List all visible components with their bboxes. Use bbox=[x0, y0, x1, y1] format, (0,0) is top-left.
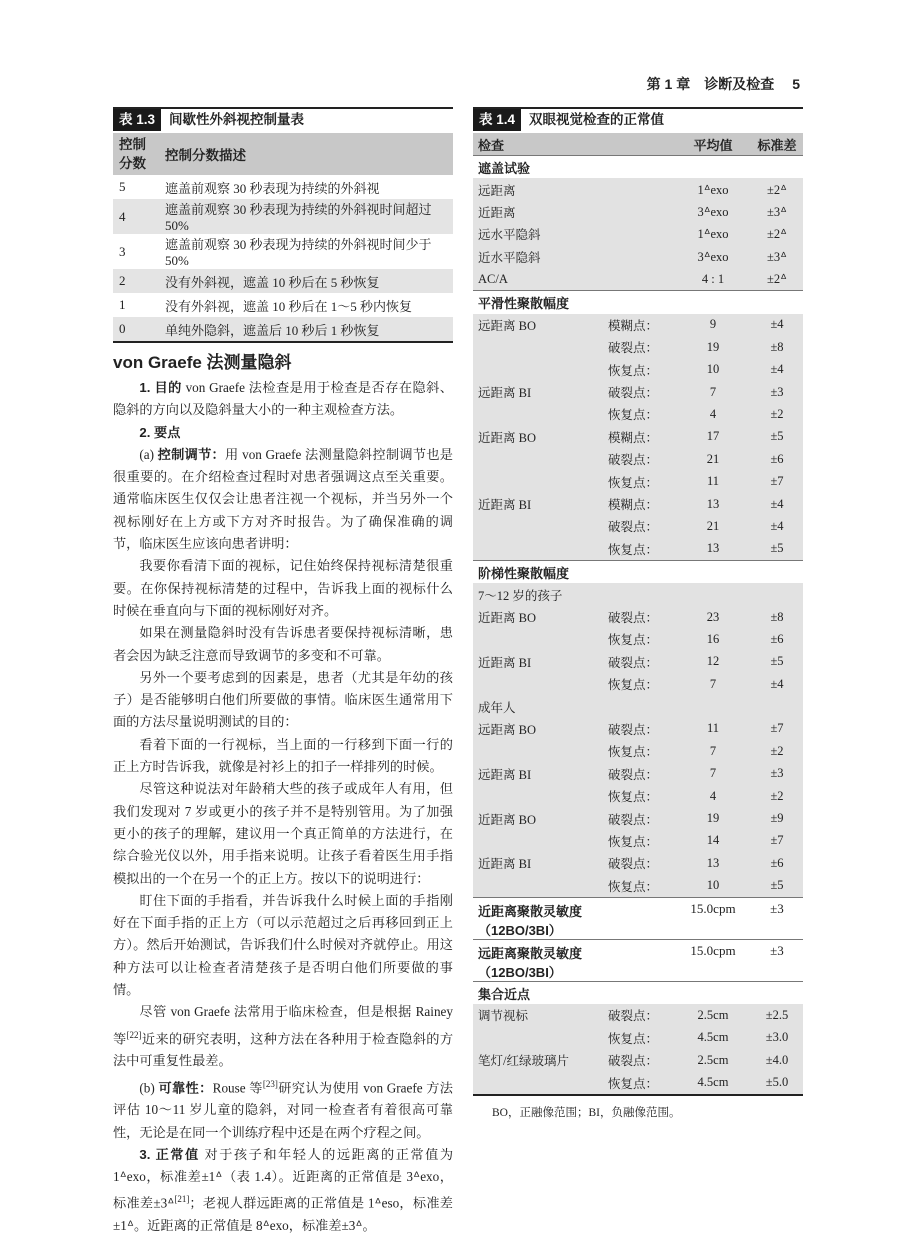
table14-mean: 21 bbox=[675, 448, 751, 470]
table13-row bbox=[113, 199, 453, 234]
table13-score: 1 bbox=[119, 297, 126, 312]
table14-point bbox=[603, 223, 675, 245]
table14-sd: ±8 bbox=[751, 336, 803, 358]
table14-point bbox=[603, 178, 675, 200]
table14-test bbox=[473, 830, 603, 852]
table14-sd bbox=[751, 695, 803, 717]
table14-test: 成年人 bbox=[473, 695, 603, 717]
table14-test: 近距离 BI bbox=[473, 651, 603, 673]
citation-22: [22] bbox=[126, 1029, 142, 1040]
table13-score: 2 bbox=[113, 269, 159, 293]
table13-row bbox=[113, 175, 453, 199]
table14-point: 破裂点： bbox=[603, 651, 675, 673]
table14-section-row bbox=[473, 156, 803, 179]
table14-mean: 13 bbox=[675, 538, 751, 561]
table14-test bbox=[473, 673, 603, 695]
table14-test bbox=[473, 448, 603, 470]
text-normal-a: 对于孩子和年轻人的远距离的正常值为 1ᐞexo，标准差±1ᐞ（表 1.4）。近距离的正常值是 3ᐞexo，标准差±3ᐞ bbox=[113, 1146, 454, 1211]
table14-section-label: 遮盖试验 bbox=[473, 156, 803, 179]
table14-mean: 7 bbox=[675, 673, 751, 695]
table14-sd: ±3ᐞ bbox=[751, 201, 803, 223]
table14-sd: ±9 bbox=[751, 807, 803, 829]
citation-21: [21] bbox=[174, 1194, 190, 1205]
table14-row bbox=[473, 493, 803, 515]
table14-header-test: 检查 bbox=[473, 133, 603, 156]
citation-23: [23] bbox=[262, 1078, 278, 1089]
table14-header-blank bbox=[603, 133, 675, 156]
running-header bbox=[647, 74, 800, 94]
table14-mean: 15.0cpm bbox=[675, 939, 751, 981]
table14-sd: ±4 bbox=[751, 673, 803, 695]
table14-test bbox=[473, 515, 603, 537]
paragraph-finger: 尽管这种说法对年龄稍大些的孩子或成年人有用，但我们发现对 7 岁或更小的孩子并不是特别管用。为了加强更小的孩子的理解，建议用一个真正简单的方法进行，在综合验光仪以外，用手指来说明。让孩子看着医生用手指模拟出的一个在另一个的正上方。按以下的说明进行： bbox=[113, 781, 453, 886]
text-purpose: von Graefe 法检查是用于检查是否存在隐斜、隐斜的方向以及隐斜量大小的一种主观检查方法。 bbox=[113, 380, 453, 418]
table14-section-label: 阶梯性聚散幅度 bbox=[473, 561, 803, 584]
label-reliability: 可靠性： bbox=[158, 1079, 213, 1095]
table14-row bbox=[473, 1049, 803, 1071]
table14-section-label: 近距离聚散灵敏度 （12BO/3BI） bbox=[473, 897, 675, 939]
table14-row bbox=[473, 1027, 803, 1049]
table14-header-sd: 标准差 bbox=[751, 133, 803, 156]
table14-row bbox=[473, 538, 803, 561]
table14-point bbox=[603, 268, 675, 291]
table14-point: 破裂点： bbox=[603, 852, 675, 874]
table14-sd: ±2ᐞ bbox=[751, 223, 803, 245]
table14-mean: 14 bbox=[675, 830, 751, 852]
table14-footnote: BO，正融像范围；BI，负融像范围。 bbox=[492, 1107, 681, 1119]
table14-point: 恢复点： bbox=[603, 628, 675, 650]
table14-point: 破裂点： bbox=[603, 381, 675, 403]
table14-row bbox=[473, 718, 803, 740]
table14-test bbox=[473, 403, 603, 425]
body-text bbox=[113, 377, 453, 1237]
table14 bbox=[473, 133, 803, 1096]
table14-mean: 15.0cpm bbox=[675, 897, 751, 939]
table14-test bbox=[473, 875, 603, 898]
table14-test: 远距离 BO bbox=[473, 718, 603, 740]
table14-test: 近距离 BI bbox=[473, 852, 603, 874]
table13-body bbox=[113, 175, 453, 342]
table14-section-label: 平滑性聚散幅度 bbox=[473, 291, 803, 314]
text-rainey-a: 尽管 von Graefe 法常用于临床检查，但是根据 Rainey 等 bbox=[113, 1004, 453, 1046]
table13-title: 间歇性外斜视控制量表 bbox=[169, 112, 305, 127]
label-purpose: 1. 目的 bbox=[139, 380, 182, 395]
table14-row bbox=[473, 426, 803, 448]
table14-test: 近水平隐斜 bbox=[473, 246, 603, 268]
table14-row bbox=[473, 875, 803, 898]
table14-sd: ±5 bbox=[751, 538, 803, 561]
table14-row bbox=[473, 1004, 803, 1026]
paragraph-normal-values bbox=[113, 1144, 453, 1237]
table14-test: 近距离 BI bbox=[473, 493, 603, 515]
table14-row bbox=[473, 515, 803, 537]
table14-sd: ±5 bbox=[751, 651, 803, 673]
table14-mean: 4 bbox=[675, 403, 751, 425]
paragraph-children: 另外一个要考虑到的因素是，患者（尤其是年幼的孩子）是否能够明白他们所要做的事情。临床医生通常用下面的方法尽量说明测试的目的： bbox=[113, 669, 453, 730]
table14-point: 模糊点： bbox=[603, 426, 675, 448]
table13-row bbox=[113, 293, 453, 317]
table14-point: 破裂点： bbox=[603, 763, 675, 785]
table14-point: 恢复点： bbox=[603, 785, 675, 807]
table14-row bbox=[473, 246, 803, 268]
table13-header-score bbox=[113, 133, 159, 175]
table14-test bbox=[473, 1027, 603, 1049]
table14-sd: ±4 bbox=[751, 359, 803, 381]
table14-sd: ±3 bbox=[751, 939, 803, 981]
table14-sd: ±2.5 bbox=[751, 1004, 803, 1026]
table13-score: 3 bbox=[119, 243, 126, 259]
table14-row bbox=[473, 763, 803, 785]
table14-sd: ±3.0 bbox=[751, 1027, 803, 1049]
table13-desc: 单纯外隐斜，遮盖后 10 秒后 1 秒恢复 bbox=[159, 317, 453, 342]
table13-score: 4 bbox=[113, 199, 159, 234]
table13-caption bbox=[113, 107, 453, 133]
table14-point: 恢复点： bbox=[603, 1071, 675, 1094]
table14-sd: ±2 bbox=[751, 785, 803, 807]
table14-point: 破裂点： bbox=[603, 1049, 675, 1071]
table14-point: 恢复点： bbox=[603, 470, 675, 492]
table14-row bbox=[473, 695, 803, 717]
table14-row bbox=[473, 201, 803, 223]
table14-mean: 13 bbox=[675, 493, 751, 515]
table14-test: 近距离 bbox=[473, 201, 603, 223]
paragraph-accommodation bbox=[113, 444, 453, 555]
text-reliability-b: 研究认为使用 von Graefe 方法评估 10～11 岁儿童的隐斜，对同一检查者有着很高可靠性，无论是在同一个训练疗程中还是在两个疗程之间。 bbox=[113, 1079, 453, 1140]
table14-row bbox=[473, 651, 803, 673]
section-title: von Graefe 法测量隐斜 bbox=[113, 353, 292, 372]
table14-mean: 4.5cm bbox=[675, 1027, 751, 1049]
page-number: 5 bbox=[792, 76, 800, 92]
table14-row bbox=[473, 268, 803, 291]
table14-test bbox=[473, 785, 603, 807]
table14-sd: ±7 bbox=[751, 830, 803, 852]
paragraph-instruction-3: 盯住下面的手指看，并告诉我什么时候上面的手指刚好在下面手指的正上方（可以示范超过之后再移回到正上方）。然后开始测试，告诉我们什么时候对齐就停止。用这种方法可以让检查者清楚孩子是否明白他们所要做的事情。 bbox=[113, 892, 453, 998]
table14-mean: 1ᐞexo bbox=[675, 223, 751, 245]
table14-point bbox=[603, 201, 675, 223]
table13-desc: 遮盖前观察 30 秒表现为持续的外斜视时间超过 50% bbox=[159, 199, 453, 234]
chapter-number: 第 1 章 bbox=[646, 76, 691, 92]
text-normal-b: ；老视人群远距离的正常值是 1ᐞeso，标准差±1ᐞ。近距离的正常值是 8ᐞexo，标准差±3ᐞ。 bbox=[113, 1195, 453, 1234]
table14-row bbox=[473, 785, 803, 807]
prefix-b: (b) bbox=[139, 1079, 159, 1095]
table14-point: 破裂点： bbox=[603, 336, 675, 358]
table14-point: 模糊点： bbox=[603, 493, 675, 515]
table14-sd: ±5 bbox=[751, 875, 803, 898]
table14-point: 恢复点： bbox=[603, 1027, 675, 1049]
paragraph-instruction-1: 我要你看清下面的视标，记住始终保持视标清楚很重要。在你保持视标清楚的过程中，告诉我上面的视标什么时候在垂直向与下面的视标刚好对齐。 bbox=[113, 558, 453, 618]
table13-desc: 没有外斜视，遮盖 10 秒后在 1～5 秒内恢复 bbox=[165, 298, 413, 314]
table14-section-row bbox=[473, 939, 803, 981]
label-keypoints: 2. 要点 bbox=[139, 424, 181, 440]
table14-test bbox=[473, 336, 603, 358]
table14-point: 模糊点： bbox=[603, 314, 675, 336]
table14-mean: 12 bbox=[675, 651, 751, 673]
label-accommodation: 控制调节： bbox=[157, 446, 226, 462]
table14-point: 恢复点： bbox=[603, 403, 675, 425]
table14-mean: 19 bbox=[675, 336, 751, 358]
table14-sd: ±5.0 bbox=[751, 1071, 803, 1094]
text-rainey-b: 近来的研究表明，这种方法在各种用于检查隐斜的方法中可重复性最差。 bbox=[113, 1031, 454, 1069]
table14-row bbox=[473, 314, 803, 336]
table14-row bbox=[473, 381, 803, 403]
table14-section-label: 远距离聚散灵敏度 （12BO/3BI） bbox=[473, 939, 675, 981]
table13-row bbox=[113, 317, 453, 342]
table14-mean: 7 bbox=[675, 763, 751, 785]
table14-point: 破裂点： bbox=[603, 515, 675, 537]
table14-sd: ±2 bbox=[751, 740, 803, 762]
table14-test bbox=[473, 470, 603, 492]
table14-point: 恢复点： bbox=[603, 740, 675, 762]
table14-mean: 3ᐞexo bbox=[675, 201, 751, 223]
table14-mean: 4 bbox=[675, 785, 751, 807]
table14-number: 表 1.4 bbox=[473, 109, 521, 131]
table14-caption bbox=[473, 107, 803, 133]
table14-header-row bbox=[473, 133, 803, 156]
table14-point: 恢复点： bbox=[603, 875, 675, 898]
table14-row bbox=[473, 628, 803, 650]
table14-point: 破裂点： bbox=[603, 1004, 675, 1026]
table14-row bbox=[473, 223, 803, 245]
table14-mean bbox=[675, 695, 751, 717]
paragraph-variability: 如果在测量隐斜时没有告诉患者要保持视标清晰，患者会因为缺乏注意而导致调节的多变和不可靠。 bbox=[113, 625, 453, 663]
table14-test: 近距离 BO bbox=[473, 606, 603, 628]
table14-sd: ±7 bbox=[751, 470, 803, 492]
table13-score: 0 bbox=[113, 317, 159, 342]
table14-point: 恢复点： bbox=[603, 673, 675, 695]
paragraph-keypoints bbox=[113, 422, 453, 444]
table14-mean: 2.5cm bbox=[675, 1004, 751, 1026]
table13-desc: 遮盖前观察 30 秒表现为持续的外斜视 bbox=[165, 180, 380, 196]
table14-sd: ±3 bbox=[751, 381, 803, 403]
table14-row bbox=[473, 830, 803, 852]
table14-test: 近距离 BO bbox=[473, 807, 603, 829]
table14-header-mean: 平均值 bbox=[675, 133, 751, 156]
table14-point: 破裂点： bbox=[603, 718, 675, 740]
table13-row bbox=[113, 234, 453, 269]
table14-sd: ±4.0 bbox=[751, 1049, 803, 1071]
table14-test bbox=[473, 538, 603, 561]
table14-sd: ±3ᐞ bbox=[751, 246, 803, 268]
table14-point: 恢复点： bbox=[603, 538, 675, 561]
table14-mean: 11 bbox=[675, 718, 751, 740]
table13-desc: 没有外斜视，遮盖 10 秒后在 5 秒恢复 bbox=[159, 269, 453, 293]
text-accommodation: 用 von Graefe 法测量隐斜控制调节也是很重要的。在介绍检查过程时对患者强调这点至关重要。通常临床医生仅仅会让患者注视一个视标，并当另外一个视标刚好在上方或下方对齐时报告。为了确保准确的调节，临床医生应该向患者讲明： bbox=[113, 446, 453, 552]
table14-point: 恢复点： bbox=[603, 830, 675, 852]
table14-row bbox=[473, 852, 803, 874]
table14-mean: 10 bbox=[675, 359, 751, 381]
table14-mean: 21 bbox=[675, 515, 751, 537]
table14-test bbox=[473, 359, 603, 381]
table14-section-row bbox=[473, 291, 803, 314]
table14-test: 远距离 BI bbox=[473, 763, 603, 785]
table13-desc: 遮盖前观察 30 秒表现为持续的外斜视时间少于 50% bbox=[165, 237, 432, 268]
table14-row bbox=[473, 583, 803, 605]
table14-row bbox=[473, 673, 803, 695]
table14-row bbox=[473, 336, 803, 358]
table14-sd: ±2ᐞ bbox=[751, 178, 803, 200]
table14-mean: 17 bbox=[675, 426, 751, 448]
table14-test bbox=[473, 740, 603, 762]
table14-sd: ±7 bbox=[751, 718, 803, 740]
table14-row bbox=[473, 178, 803, 200]
table14-point: 恢复点： bbox=[603, 359, 675, 381]
table14-mean: 23 bbox=[675, 606, 751, 628]
table13-number: 表 1.3 bbox=[113, 109, 161, 131]
table14-point bbox=[603, 583, 675, 605]
table14-point bbox=[603, 695, 675, 717]
table14-mean: 1ᐞexo bbox=[675, 178, 751, 200]
table14-sd: ±6 bbox=[751, 628, 803, 650]
chapter-title: 诊断及检查 bbox=[704, 76, 775, 92]
table14-mean: 7 bbox=[675, 740, 751, 762]
table14-row bbox=[473, 606, 803, 628]
table14-sd: ±6 bbox=[751, 852, 803, 874]
table14-test: 远距离 BO bbox=[473, 314, 603, 336]
table14-sd: ±2 bbox=[751, 403, 803, 425]
table14-mean bbox=[675, 583, 751, 605]
table14-section-row bbox=[473, 981, 803, 1004]
table14-row bbox=[473, 740, 803, 762]
table14-sd: ±3 bbox=[751, 897, 803, 939]
table14-sd: ±6 bbox=[751, 448, 803, 470]
table13 bbox=[113, 133, 453, 343]
table14-test: 远水平隐斜 bbox=[473, 223, 603, 245]
text-reliability-a: Rouse 等 bbox=[212, 1079, 263, 1095]
table14-sd: ±8 bbox=[751, 606, 803, 628]
table14-body bbox=[473, 133, 803, 1095]
table14-sd: ±5 bbox=[751, 426, 803, 448]
table14-test bbox=[473, 628, 603, 650]
table14-mean: 4 : 1 bbox=[675, 268, 751, 291]
table14-row bbox=[473, 359, 803, 381]
table14-point: 破裂点： bbox=[603, 807, 675, 829]
table14-row bbox=[473, 807, 803, 829]
table13-score: 5 bbox=[119, 179, 126, 194]
table14-test bbox=[473, 1071, 603, 1094]
table14-mean: 3ᐞexo bbox=[675, 246, 751, 268]
table14-mean: 19 bbox=[675, 807, 751, 829]
prefix-a: (a) bbox=[139, 446, 158, 462]
table13-header-score-text: 控制 分数 bbox=[119, 137, 146, 171]
table14-test: 调节视标 bbox=[473, 1004, 603, 1026]
table14-section-label: 集合近点 bbox=[473, 981, 803, 1004]
paragraph-instruction-2: 看着下面的一行视标，当上面的一行移到下面一行的正上方时告诉我，就像是衬衫上的扣子一样排列的时候。 bbox=[113, 736, 453, 775]
table14-row bbox=[473, 470, 803, 492]
table14-mean: 16 bbox=[675, 628, 751, 650]
label-normal-values: 3. 正常值 bbox=[139, 1146, 200, 1162]
table14-sd: ±4 bbox=[751, 515, 803, 537]
table14-test: 远距离 bbox=[473, 178, 603, 200]
table14-section-row bbox=[473, 897, 803, 939]
table14-mean: 7 bbox=[675, 381, 751, 403]
table14-row bbox=[473, 403, 803, 425]
table14-test: 远距离 BI bbox=[473, 381, 603, 403]
table13-header-desc: 控制分数描述 bbox=[159, 133, 453, 175]
table14-sd: ±3 bbox=[751, 763, 803, 785]
table13-row bbox=[113, 269, 453, 293]
table14-mean: 11 bbox=[675, 470, 751, 492]
table14-point: 破裂点： bbox=[603, 606, 675, 628]
table14-sd: ±2ᐞ bbox=[751, 268, 803, 291]
table14-row bbox=[473, 448, 803, 470]
paragraph-reliability bbox=[113, 1073, 453, 1144]
paragraph-purpose bbox=[113, 377, 453, 422]
table14-mean: 4.5cm bbox=[675, 1071, 751, 1094]
table14-mean: 9 bbox=[675, 314, 751, 336]
table14-point bbox=[603, 246, 675, 268]
table14-sd: ±4 bbox=[751, 314, 803, 336]
table14-test: 7～12 岁的孩子 bbox=[473, 583, 603, 605]
table14-mean: 10 bbox=[675, 875, 751, 898]
table14-test: 近距离 BO bbox=[473, 426, 603, 448]
table14-sd bbox=[751, 583, 803, 605]
table14-title: 双眼视觉检查的正常值 bbox=[529, 112, 665, 127]
table14-sd: ±4 bbox=[751, 493, 803, 515]
table14-section-row bbox=[473, 561, 803, 584]
table14-test: 笔灯/红绿玻璃片 bbox=[473, 1049, 603, 1071]
table14-row bbox=[473, 1071, 803, 1094]
table14-test: AC/A bbox=[473, 268, 603, 291]
paragraph-rainey bbox=[113, 1001, 453, 1072]
table14-mean: 2.5cm bbox=[675, 1049, 751, 1071]
table14-mean: 13 bbox=[675, 852, 751, 874]
table14-point: 破裂点： bbox=[603, 448, 675, 470]
